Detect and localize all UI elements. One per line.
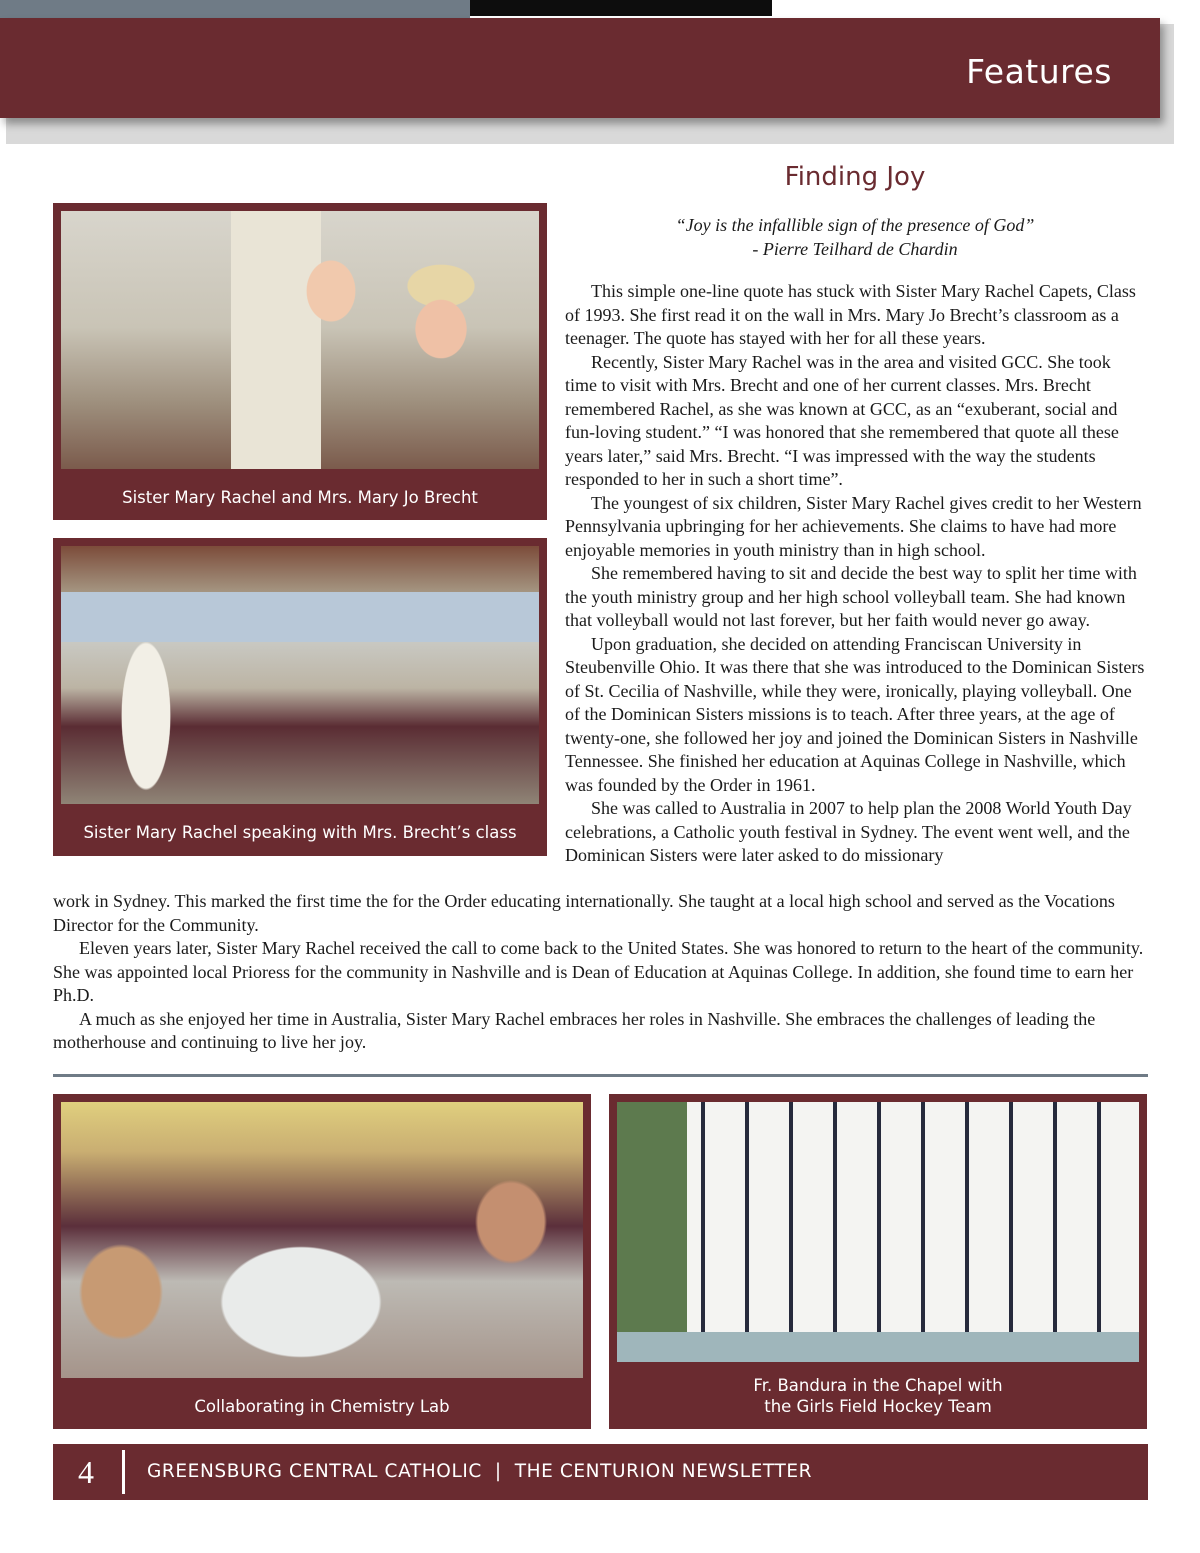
epigraph-attribution: - Pierre Teilhard de Chardin bbox=[752, 238, 958, 259]
article-paragraph: She was called to Australia in 2007 to help plan the 2008 World Youth Day celebrations, a Catholic youth festival in Sydney. The event went well, and the Dominican Sisters were later asked to do missionary bbox=[565, 798, 1132, 865]
photo-sister-and-teacher bbox=[53, 203, 547, 520]
page-number: 4 bbox=[78, 1454, 94, 1490]
article-paragraph: The youngest of six children, Sister Mary Rachel gives credit to her Western Pennsylvania upbringing for her achievements. She claims to have had more enjoyable memories in youth ministry than in high school. bbox=[565, 492, 1142, 560]
photo-caption: Sister Mary Rachel speaking with Mrs. Brecht’s class bbox=[83, 823, 517, 842]
article-body-column bbox=[565, 280, 1145, 868]
epigraph-quote: “Joy is the infallible sign of the presence of God” bbox=[675, 215, 1035, 235]
article-paragraph: work in Sydney. This marked the first time the for the Order educating internationally. She taught at a local high school and served as the Vocations Director for the Community. bbox=[53, 891, 1115, 935]
photo-image bbox=[61, 546, 539, 804]
article-epigraph bbox=[560, 214, 1150, 261]
photo-chapel-hockey-team bbox=[609, 1094, 1147, 1429]
photo-caption: Sister Mary Rachel and Mrs. Mary Jo Brecht bbox=[122, 488, 478, 507]
photo-caption: Collaborating in Chemistry Lab bbox=[194, 1397, 450, 1416]
photo-chemistry-lab bbox=[53, 1094, 591, 1429]
photo-caption bbox=[609, 1375, 1147, 1417]
photo-image bbox=[617, 1102, 1139, 1362]
photo-image bbox=[61, 1102, 583, 1378]
article-paragraph: A much as she enjoyed her time in Australia, Sister Mary Rachel embraces her roles in Nashville. She embraces the challenges of leading the motherhouse and continuing to live her joy. bbox=[53, 1008, 1096, 1052]
photo-sister-with-class bbox=[53, 538, 547, 856]
article-body-wide bbox=[53, 890, 1148, 1055]
page-footer bbox=[53, 1444, 1148, 1500]
article-paragraph: Eleven years later, Sister Mary Rachel received the call to come back to the United States. She was honored to return to the heart of the community. She was appointed local Prioress for the community in Nashville and is Dean of Education at Aquinas College. In addition, she found time to earn her Ph.D. bbox=[53, 938, 1144, 1005]
footer-divider bbox=[122, 1450, 125, 1494]
article-paragraph: She remembered having to sit and decide the best way to split her time with the youth ministry group and her high school volleyball team. She had known that volleyball would not last forever, but her faith would never go away. bbox=[565, 563, 1137, 630]
section-title: Features bbox=[966, 52, 1112, 91]
publication-name: GREENSBURG CENTRAL CATHOLIC | THE CENTURION NEWSLETTER bbox=[147, 1461, 813, 1482]
article-paragraph: Recently, Sister Mary Rachel was in the area and visited GCC. She took time to visit with Mrs. Brecht and one of her current classes. Mrs. Brecht remembered Rachel, as she was known at GCC, as an “exuberant, social and fun-loving student.” “I was honored that she remembered that quote all these years later,” said Mrs. Brecht. “I was impressed with the way the students responded to her in such a short time”. bbox=[565, 351, 1119, 489]
article-paragraph: Upon graduation, she decided on attending Franciscan University in Steubenville Ohio. It was there that she was introduced to the Dominican Sisters of St. Cecilia of Nashville, while they were, ironically, playing volleyball. One of the Dominican Sisters missions is to teach. After three years, at the age of twenty-one, she followed her joy and joined the Dominican Sisters in Nashville Tennessee. She finished her education at Aquinas College in Nashville, which was founded by the Order in 1961. bbox=[565, 633, 1145, 795]
article-paragraph: This simple one-line quote has stuck with Sister Mary Rachel Capets, Class of 1993. She first read it on the wall in Mrs. Mary Jo Brecht’s classroom as a teenager. The quote has stayed with her for all these years. bbox=[565, 281, 1136, 348]
header-accent-bar bbox=[470, 0, 772, 16]
photo-caption-line: Fr. Bandura in the Chapel with bbox=[753, 1376, 1003, 1395]
photo-caption-line: the Girls Field Hockey Team bbox=[764, 1397, 992, 1416]
photo-image bbox=[61, 211, 539, 469]
section-divider bbox=[53, 1074, 1148, 1077]
article-title: Finding Joy bbox=[784, 162, 926, 192]
